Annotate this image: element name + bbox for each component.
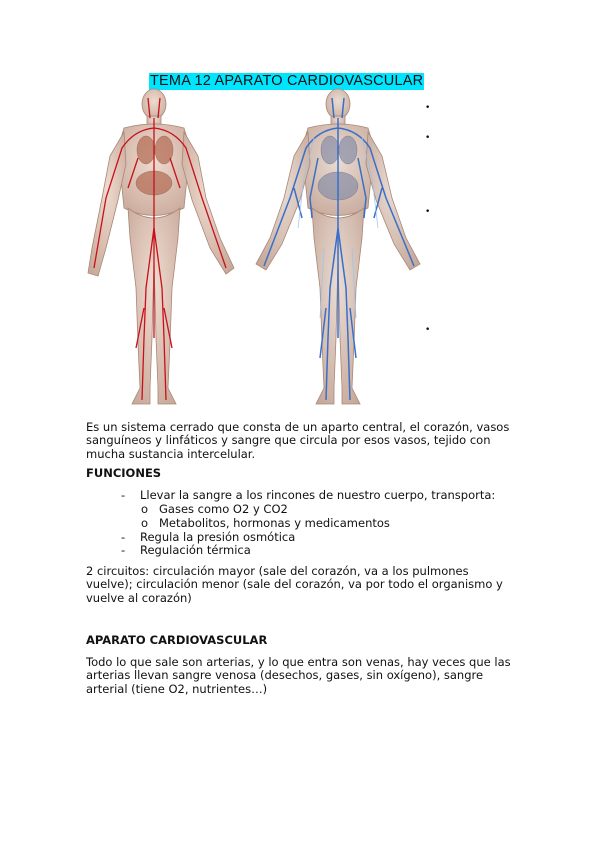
arterial-system-figure (84, 88, 240, 410)
side-bullet: • (425, 325, 431, 335)
funciones-heading: FUNCIONES (86, 466, 162, 480)
side-bullet: • (425, 103, 431, 113)
list-item: Regulación térmica (140, 543, 251, 557)
list-item: Llevar la sangre a los rincones de nuestro cuerpo, transporta: (140, 488, 496, 502)
venous-system-figure (254, 88, 422, 410)
list-marker: o (141, 502, 149, 516)
list-item: Metabolitos, hormonas y medicamentos (159, 516, 390, 530)
side-bullet: • (425, 133, 431, 143)
list-item: Gases como O2 y CO2 (159, 502, 288, 516)
list-item: Regula la presión osmótica (140, 530, 296, 544)
intro-paragraph: Es un sistema cerrado que consta de un aparto central, el corazón, vasos sanguíneos y linfáticos y sangre que circula por esos vasos, tejido con mucha sustancia intercelular. (86, 420, 510, 461)
circuitos-paragraph: 2 circuitos: circulación mayor (sale del corazón, va a los pulmones vuelve); circulación menor (sale del corazón, va por todo el organismo y vuelve al corazón) (86, 564, 503, 605)
list-marker: - (121, 543, 126, 557)
list-marker: - (121, 488, 126, 502)
aparato-paragraph: Todo lo que sale son arterias, y lo que entra son venas, hay veces que las arterias llevan sangre venosa (desechos, gases, sin oxígeno), sangre arterial (tiene O2, nutrientes…) (86, 655, 511, 696)
list-marker: - (121, 530, 126, 544)
side-bullet: • (425, 207, 431, 217)
aparato-heading: APARATO CARDIOVASCULAR (86, 633, 268, 647)
list-marker: o (141, 516, 149, 530)
page-title: TEMA 12 APARATO CARDIOVASCULAR (150, 73, 424, 89)
